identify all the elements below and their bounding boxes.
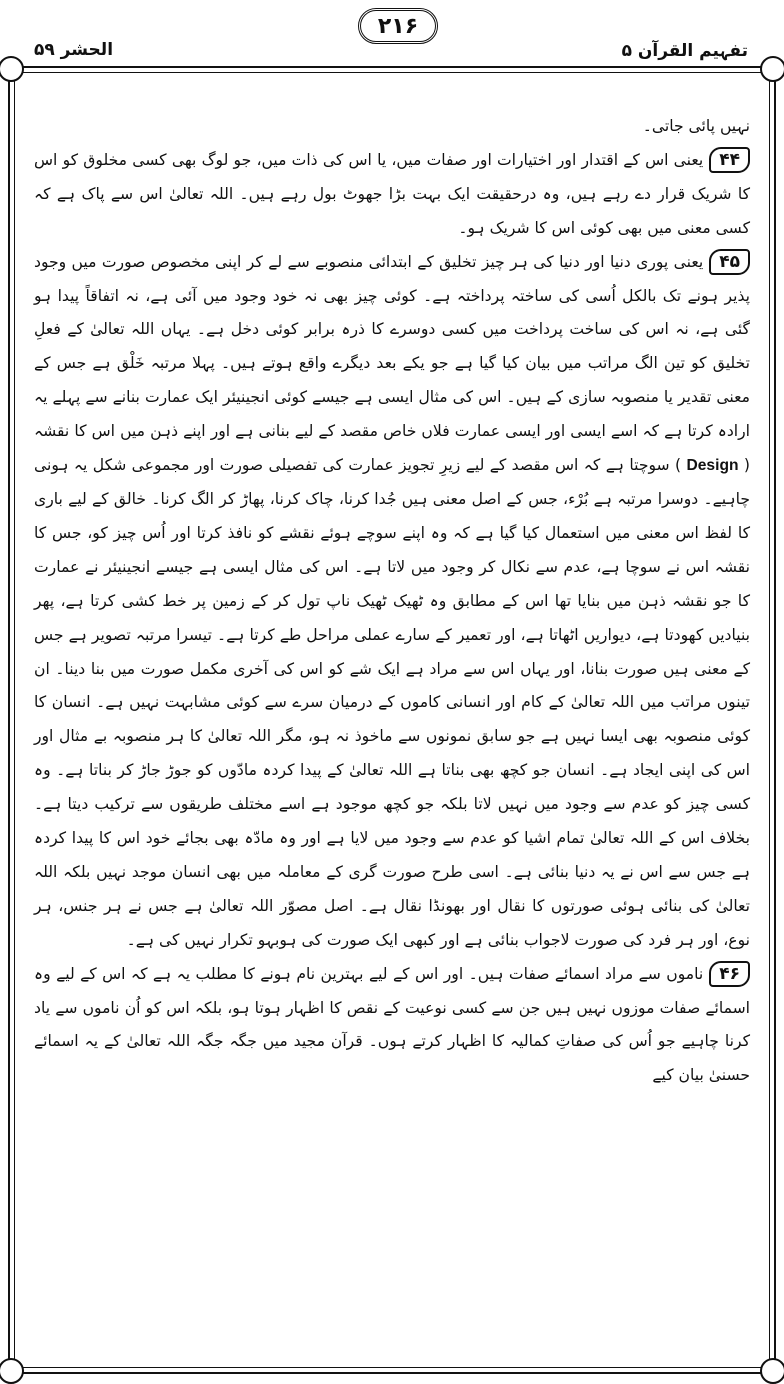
- footnote-number: ۴۵: [709, 249, 750, 275]
- footnote-number: ۴۶: [709, 961, 750, 987]
- commentary-text: [34, 110, 750, 1093]
- design-word: Design: [686, 457, 739, 475]
- footnote-text: یعنی پوری دنیا اور دنیا کی ہر چیز تخلیق کے ابتدائی منصوبے سے لے کر اپنی مخصوص صورت میں وجود پذیر ہونے تک بالکل اُسی کی ساختہ پرداختہ ہے۔ کوئی چیز بھی نہ خود وجود میں آئی ہے، نہ اتفاقاً پیدا ہو گئی ہے، نہ اس کی ساخت پرداخت میں کسی دوسرے کا ذرہ برابر کوئی دخل ہے۔ یہاں اللہ تعالیٰ کے فعلِ تخلیق کو تین الگ مراتب میں بیان کیا گیا ہے جو یکے بعد دیگرے واقع ہوتے ہیں۔ پہلا مرتبہ خَلْق ہے جس کے معنی تقدیر یا منصوبہ سازی کے ہیں۔ اس کی مثال ایسی ہے جیسے کوئی انجینیئر ایک عمارت بنانے سے پہلے یہ ارادہ کرتا ہے کہ اسے ایسی اور ایسی عمارت فلاں خاص مقصد کے لیے بنانی ہے اور اپنے ذہن میں اس کا نقشہ (: [34, 252, 750, 475]
- corner-ornament-icon: [0, 1358, 24, 1384]
- surah-name: الحشر ۵۹: [34, 40, 114, 60]
- corner-ornament-icon: [760, 1358, 784, 1384]
- corner-ornament-icon: [760, 56, 784, 82]
- footnote-44: [34, 144, 750, 246]
- footnote-46: [34, 958, 750, 1094]
- footnote-number: ۴۴: [709, 147, 750, 173]
- page-border-frame: [8, 66, 776, 1374]
- footnote-text-continued: ) سوچتا ہے کہ اس مقصد کے لیے زیرِ تجویز عمارت کی تفصیلی صورت اور مجموعی شکل یہ ہونی چاہیے۔ دوسرا مرتبہ ہے بُرْء، جس کے اصل معنی ہیں جُدا کرنا، چاک کرنا، پھاڑ کر الگ کرنا۔ خالق کے لیے باری کا لفظ اس معنی میں استعمال کیا گیا ہے کہ وہ اپنے سوچے ہوئے نقشے کو نافذ کرتا اور اُس چیز کو، جس کا نقشہ اس نے سوچا ہے، عدم سے نکال کر وجود میں لاتا ہے۔ اس کی مثال ایسی ہے جیسے انجینیئر نے عمارت کا جو نقشہ ذہن میں بنایا تھا اس کے مطابق وہ ٹھیک ٹھیک ناپ تول کر کے زمین پر خط کشی کرتا ہے، پھر بنیادیں کھودتا ہے، دیواریں اٹھاتا ہے، اور تعمیر کے سارے عملی مراحل طے کرتا ہے۔ تیسرا مرتبہ تصویر ہے جس کے معنی ہیں صورت بنانا، اور یہاں اس سے مراد ہے ایک شے کو اس کی آخری مکمل صورت میں بنا دینا۔ ان تینوں مراتب میں اللہ تعالیٰ کے کام اور انسانی کاموں کے درمیان سرے سے کوئی مشابہت نہیں ہے۔ انسان کا کوئی منصوبہ بھی ایسا نہیں ہے جو سابق نمونوں سے ماخوذ نہ ہو، مگر اللہ تعالیٰ کا ہر منصوبہ بے مثال اور اس کی اپنی ایجاد ہے۔ انسان جو کچھ بھی بناتا ہے اللہ تعالیٰ کے پیدا کردہ مادّوں کو جوڑ جاڑ کر بناتا ہے۔ وہ کسی چیز کو عدم سے وجود میں نہیں لاتا بلکہ جو کچھ موجود ہے اسے مختلف طریقوں سے ترکیب دیتا ہے۔ بخلاف اس کے اللہ تعالیٰ تمام اشیا کو عدم سے وجود میں لایا ہے اور وہ مادّہ بھی بجائے خود اس کا پیدا کردہ ہے جس سے اس نے یہ دنیا بنائی ہے۔ اسی طرح صورت گری کے معاملہ میں بھی انسان موجد نہیں بلکہ اللہ تعالیٰ کی بنائی ہوئی صورتوں کا نقال اور بھونڈا نقال ہے۔ اصل مصوّر اللہ تعالیٰ ہے جس نے ہر جنس، ہر نوع، اور ہر فرد کی صورت لاجواب بنائی ہے اور کبھی ایک صورت کی ہوبہو تکرار نہیں کی ہے۔: [34, 456, 750, 949]
- intro-line: نہیں پائی جاتی۔: [642, 117, 750, 135]
- footnote-45: [34, 246, 750, 958]
- page-header: [0, 0, 784, 62]
- footnote-text: یعنی اس کے اقتدار اور اختیارات اور صفات میں، یا اس کی ذات میں، جو لوگ بھی کسی مخلوق کو اس کا شریک قرار دے رہے ہیں، وہ درحقیقت ایک بہت بڑا جھوٹ بول رہے ہیں۔ اللہ تعالیٰ اس سے پاک ہے کہ کسی معنی میں بھی کوئی اس کا شریک ہو۔: [34, 150, 750, 237]
- footnote-text: ناموں سے مراد اسمائے صفات ہیں۔ اور اس کے لیے بہترین نام ہونے کا مطلب یہ ہے کہ اس کے لیے وہ اسمائے صفات موزوں نہیں ہیں جن سے کسی نوعیت کے نقص کا اظہار ہوتا ہو، بلکہ اس کو اُن ناموں سے یاد کرنا چاہیے جو اُس کی صفاتِ کمالیہ کا اظہار کرتے ہوں۔ قرآن مجید میں جگہ جگہ اللہ تعالیٰ کے یہ اسمائے حسنیٰ بیان کیے: [34, 964, 750, 1085]
- book-title: تفہیم القرآن ۵: [621, 41, 748, 61]
- page-number: ۲۱۶: [358, 8, 438, 44]
